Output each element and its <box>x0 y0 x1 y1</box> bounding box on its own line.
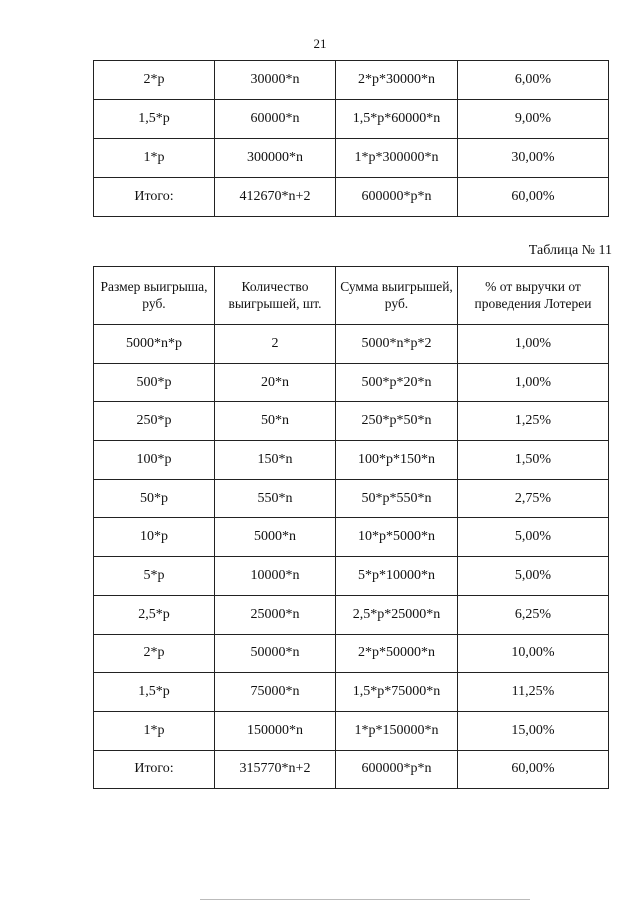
prize-size-cell: 500*p <box>94 363 215 402</box>
table-row <box>94 634 609 673</box>
prize-count-cell: 75000*n <box>215 673 336 712</box>
table-row <box>94 441 609 480</box>
revenue-percent-cell: 6,00% <box>458 61 609 100</box>
table-row <box>94 139 609 178</box>
table-row <box>94 61 609 100</box>
revenue-percent-cell: 9,00% <box>458 100 609 139</box>
prize-size-cell: Итого: <box>94 750 215 789</box>
revenue-percent-cell: 1,00% <box>458 363 609 402</box>
prize-count-cell: 60000*n <box>215 100 336 139</box>
page-bottom-rule <box>200 899 530 900</box>
table-row <box>94 518 609 557</box>
table-row <box>94 750 609 789</box>
prize-size-cell: 1*p <box>94 711 215 750</box>
prize-table-11 <box>93 266 609 789</box>
prize-count-cell: 50000*n <box>215 634 336 673</box>
prize-sum-cell: 1,5*p*60000*n <box>336 100 458 139</box>
prize-sum-cell: 2*p*50000*n <box>336 634 458 673</box>
table-11-caption: Таблица № 11 <box>528 243 612 258</box>
table-row <box>94 363 609 402</box>
prize-count-cell: 2 <box>215 325 336 364</box>
revenue-percent-cell: 5,00% <box>458 557 609 596</box>
prize-size-cell: 100*p <box>94 441 215 480</box>
prize-table-continued <box>93 60 609 217</box>
header-prize-sum: Сумма выигрышей, руб. <box>336 267 458 325</box>
prize-size-cell: 1,5*p <box>94 673 215 712</box>
table-row <box>94 178 609 217</box>
revenue-percent-cell: 1,25% <box>458 402 609 441</box>
table-row <box>94 325 609 364</box>
revenue-percent-cell: 5,00% <box>458 518 609 557</box>
prize-size-cell: 5000*n*p <box>94 325 215 364</box>
table-row <box>94 557 609 596</box>
prize-sum-cell: 600000*p*n <box>336 178 458 217</box>
prize-size-cell: 10*p <box>94 518 215 557</box>
prize-sum-cell: 2,5*p*25000*n <box>336 595 458 634</box>
prize-size-cell: 1,5*p <box>94 100 215 139</box>
prize-count-cell: 550*n <box>215 479 336 518</box>
header-prize-size: Размер выигрыша, руб. <box>94 267 215 325</box>
prize-sum-cell: 1*p*150000*n <box>336 711 458 750</box>
prize-size-cell: 5*p <box>94 557 215 596</box>
prize-count-cell: 10000*n <box>215 557 336 596</box>
table-header <box>94 267 609 325</box>
prize-count-cell: 25000*n <box>215 595 336 634</box>
prize-sum-cell: 10*p*5000*n <box>336 518 458 557</box>
prize-count-cell: 300000*n <box>215 139 336 178</box>
prize-count-cell: 315770*n+2 <box>215 750 336 789</box>
prize-size-cell: 2*p <box>94 61 215 100</box>
table-row <box>94 100 609 139</box>
header-row <box>94 267 609 325</box>
prize-sum-cell: 1,5*p*75000*n <box>336 673 458 712</box>
table-row <box>94 711 609 750</box>
prize-size-cell: 250*p <box>94 402 215 441</box>
prize-sum-cell: 250*p*50*n <box>336 402 458 441</box>
revenue-percent-cell: 11,25% <box>458 673 609 712</box>
table-row <box>94 595 609 634</box>
prize-sum-cell: 2*p*30000*n <box>336 61 458 100</box>
revenue-percent-cell: 2,75% <box>458 479 609 518</box>
prize-count-cell: 5000*n <box>215 518 336 557</box>
revenue-percent-cell: 6,25% <box>458 595 609 634</box>
page-number: 21 <box>313 36 327 51</box>
prize-size-cell: 50*p <box>94 479 215 518</box>
prize-table-11-body <box>94 325 609 789</box>
revenue-percent-cell: 60,00% <box>458 178 609 217</box>
prize-sum-cell: 5000*n*p*2 <box>336 325 458 364</box>
header-revenue-percent: % от выручки от проведения Лотереи <box>458 267 609 325</box>
prize-size-cell: 1*p <box>94 139 215 178</box>
prize-size-cell: Итого: <box>94 178 215 217</box>
header-prize-count: Количество выигрышей, шт. <box>215 267 336 325</box>
prize-sum-cell: 600000*p*n <box>336 750 458 789</box>
table-row <box>94 479 609 518</box>
revenue-percent-cell: 30,00% <box>458 139 609 178</box>
prize-sum-cell: 1*p*300000*n <box>336 139 458 178</box>
revenue-percent-cell: 1,00% <box>458 325 609 364</box>
prize-sum-cell: 50*p*550*n <box>336 479 458 518</box>
prize-count-cell: 50*n <box>215 402 336 441</box>
revenue-percent-cell: 60,00% <box>458 750 609 789</box>
prize-table-continued-body <box>94 61 609 217</box>
prize-count-cell: 30000*n <box>215 61 336 100</box>
prize-sum-cell: 500*p*20*n <box>336 363 458 402</box>
prize-size-cell: 2,5*p <box>94 595 215 634</box>
table-row <box>94 402 609 441</box>
revenue-percent-cell: 10,00% <box>458 634 609 673</box>
prize-count-cell: 150000*n <box>215 711 336 750</box>
prize-count-cell: 20*n <box>215 363 336 402</box>
prize-sum-cell: 100*p*150*n <box>336 441 458 480</box>
table-row <box>94 673 609 712</box>
prize-count-cell: 150*n <box>215 441 336 480</box>
prize-sum-cell: 5*p*10000*n <box>336 557 458 596</box>
prize-size-cell: 2*p <box>94 634 215 673</box>
revenue-percent-cell: 15,00% <box>458 711 609 750</box>
revenue-percent-cell: 1,50% <box>458 441 609 480</box>
prize-count-cell: 412670*n+2 <box>215 178 336 217</box>
